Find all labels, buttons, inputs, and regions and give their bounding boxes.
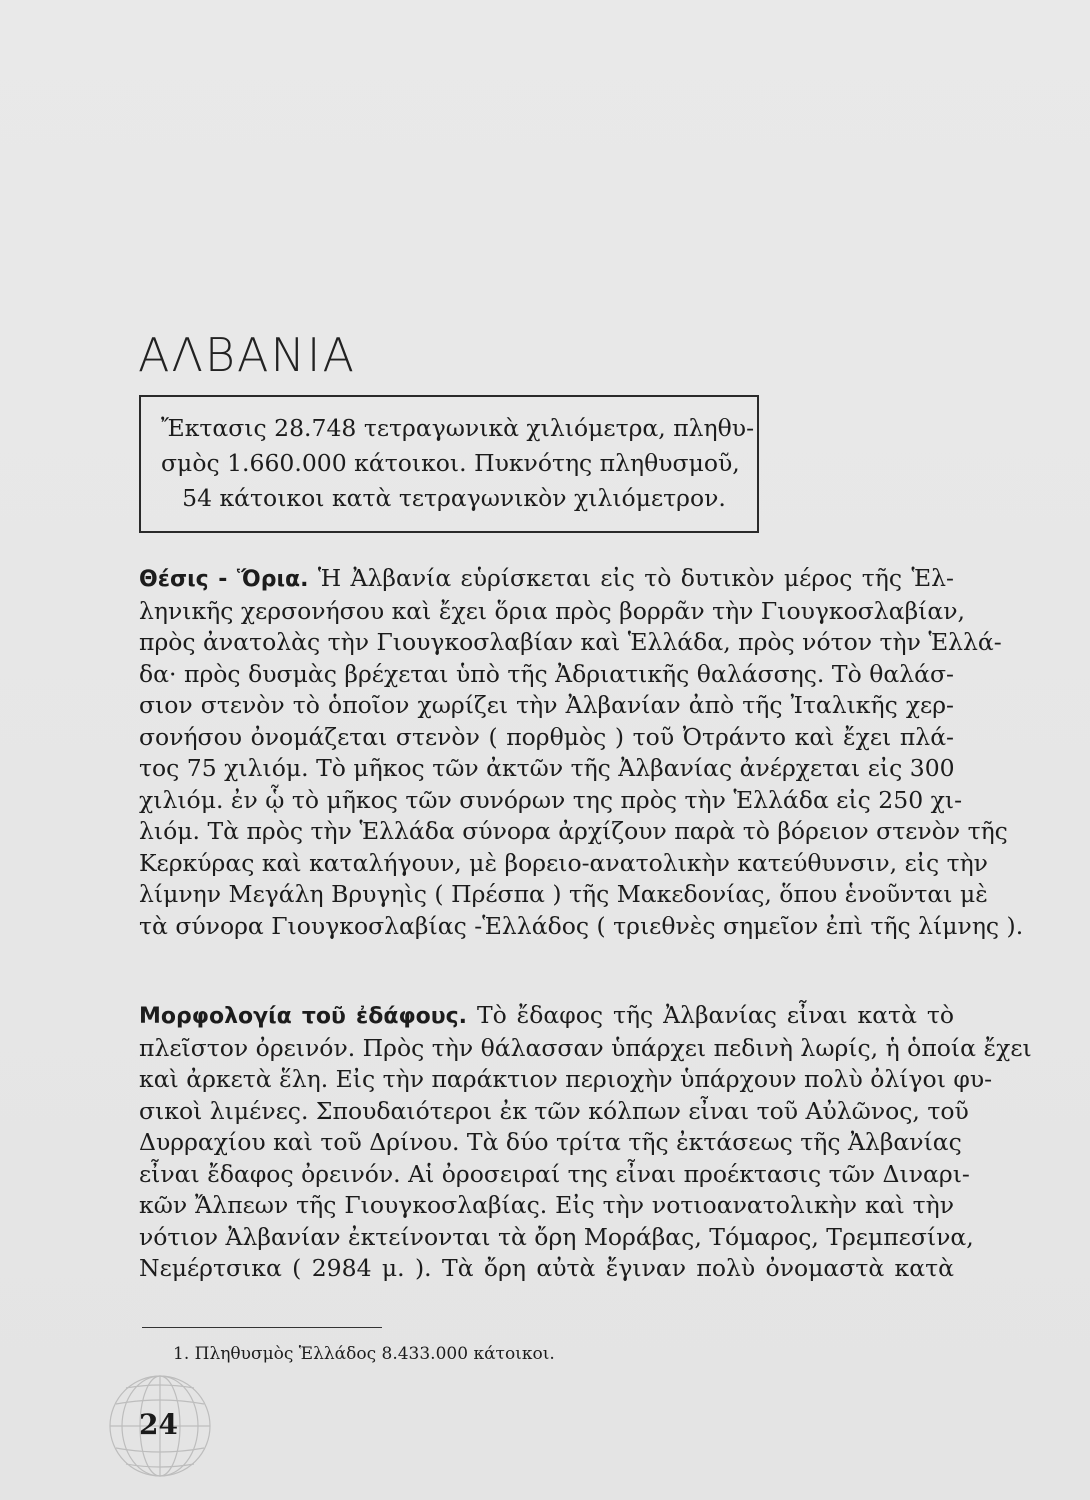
footnote: 1. Πληθυσμὸς Ἑλλάδος 8.433.000 κάτοικοι. <box>173 1344 555 1364</box>
paragraph-line: Νεμέρτσικα ( 2984 μ. ). Τὰ ὄρη αὐτὰ ἔγιναν πολὺ ὀνομαστὰ κατὰ <box>139 1254 954 1282</box>
paragraph-line <box>139 563 954 596</box>
section-heading-morphology: Μορφολογία τοῦ ἐδάφους. <box>139 1004 468 1029</box>
paragraph-line: Κερκύρας καὶ καταλήγουν, μὲ βορειο-ανατολικὴν κατεύθυνσιν, εἰς τὴν <box>139 848 988 877</box>
paragraph-line: τὰ σύνορα Γιουγκοσλαβίας -Ἑλλάδος ( τριεθνὲς σημεῖον ἐπὶ τῆς λίμνης ). <box>139 911 1024 940</box>
paragraph-line: χιλιόμ. ἐν ᾧ τὸ μῆκος τῶν συνόρων της πρὸς τὴν Ἑλλάδα εἰς 250 χι- <box>139 785 963 814</box>
page-number: 24 <box>139 1408 178 1441</box>
paragraph-line: νότιον Ἀλβανίαν ἐκτείνονται τὰ ὄρη Μοράβας, Τόμαρος, Τρεμπεσίνα, <box>139 1222 974 1251</box>
summary-line: 54 κάτοικοι κατὰ τετραγωνικὸν χιλιόμετρον. <box>182 484 726 512</box>
footnote-divider <box>142 1327 382 1328</box>
paragraph-line: κῶν Ἄλπεων τῆς Γιουγκοσλαβίας. Εἰς τὴν νοτιοανατολικὴν καὶ τὴν <box>139 1191 954 1219</box>
paragraph-line: Δυρραχίου καὶ τοῦ Δρίνου. Τὰ δύο τρίτα τῆς ἐκτάσεως τῆς Ἀλβανίας <box>139 1128 962 1156</box>
section-morphology <box>139 1000 1032 1285</box>
section-heading-position-borders: Θέσις - Ὅρια. <box>139 567 309 592</box>
paragraph-line: καὶ ἀρκετὰ ἕλη. Εἰς τὴν παράκτιον περιοχὴν ὑπάρχουν πολὺ ὀλίγοι φυ- <box>139 1065 993 1093</box>
paragraph-line: εἶναι ἔδαφος ὀρεινόν. Αἱ ὀροσειραί της εἶναι προέκτασις τῶν Διναρι- <box>139 1159 970 1188</box>
paragraph-line <box>139 1000 954 1033</box>
paragraph-text: Τὸ ἔδαφος τῆς Ἀλβανίας εἶναι κατὰ τὸ <box>476 1001 954 1029</box>
summary-line: σμὸς 1.660.000 κάτοικοι. Πυκνότης πληθυσμοῦ, <box>161 449 740 477</box>
summary-line: Ἔκτασις 28.748 τετραγωνικὰ χιλιόμετρα, πληθυ- <box>161 414 755 442</box>
paragraph-line: σιον στενὸν τὸ ὁποῖον χωρίζει τὴν Ἀλβανίαν ἀπὸ τῆς Ἰταλικῆς χερ- <box>139 691 954 719</box>
summary-box <box>139 395 759 533</box>
paragraph-line: δα· πρὸς δυσμὰς βρέχεται ὑπὸ τῆς Ἀδριατικῆς θαλάσσης. Τὸ θαλάσ- <box>139 659 954 688</box>
paragraph-line: σικοὶ λιμένες. Σπουδαιότεροι ἐκ τῶν κόλπων εἶναι τοῦ Αὐλῶνος, τοῦ <box>139 1096 969 1125</box>
paragraph-line: λιόμ. Τὰ πρὸς τὴν Ἑλλάδα σύνορα ἀρχίζουν παρὰ τὸ βόρειον στενὸν τῆς <box>139 817 1008 845</box>
paragraph-line: σονήσου ὀνομάζεται στενὸν ( πορθμὸς ) τοῦ Ὀτράντο καὶ ἔχει πλά- <box>139 722 954 751</box>
paragraph-line: ληνικῆς χερσονήσου καὶ ἔχει ὅρια πρὸς βορρᾶν τὴν Γιουγκοσλαβίαν, <box>139 596 965 625</box>
paragraph-line: πρὸς ἀνατολὰς τὴν Γιουγκοσλαβίαν καὶ Ἑλλάδα, πρὸς νότον τὴν Ἑλλά- <box>139 628 1002 656</box>
paragraph-text: Ἡ Ἀλβανία εὑρίσκεται εἰς τὸ δυτικὸν μέρος τῆς Ἑλ- <box>317 564 954 592</box>
paragraph-line: λίμνην Μεγάλη Βρυγηὶς ( Πρέσπα ) τῆς Μακεδονίας, ὅπου ἑνοῦνται μὲ <box>139 880 988 908</box>
paragraph-line: πλεῖστον ὀρεινόν. Πρὸς τὴν θάλασσαν ὑπάρχει πεδινὴ λωρίς, ἡ ὁποία ἔχει <box>139 1033 1032 1062</box>
chapter-title: ΑΛΒΑΝΙΑ <box>138 328 356 382</box>
section-position-borders <box>139 563 1024 942</box>
paragraph-line: τος 75 χιλιόμ. Τὸ μῆκος τῶν ἀκτῶν τῆς Ἀλβανίας ἀνέρχεται εἰς 300 <box>139 754 955 782</box>
